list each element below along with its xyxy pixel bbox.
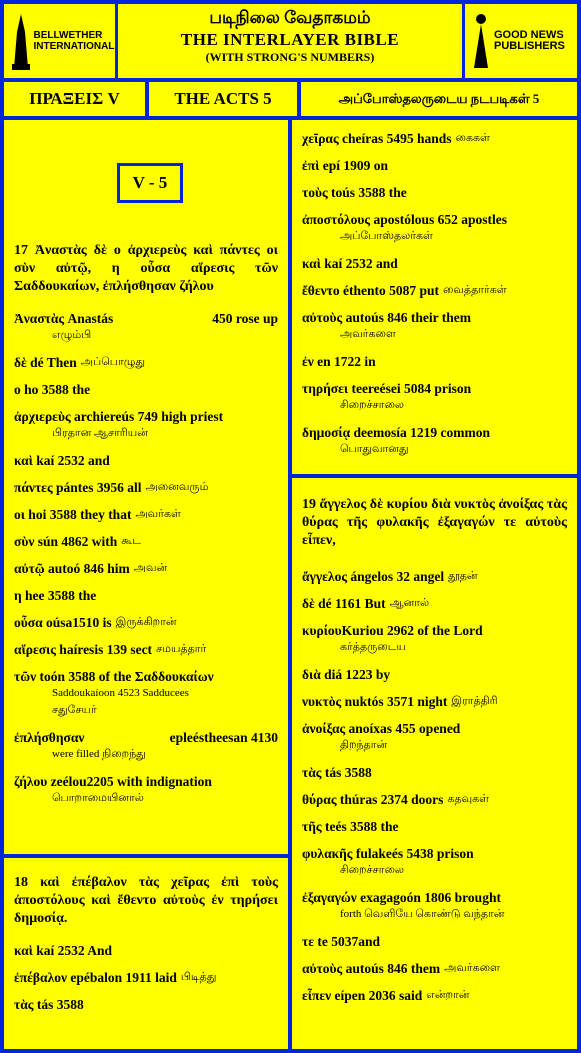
word-entry-main: οὖσα oúsa1510 is (14, 615, 112, 630)
word-entry-main: οι hoi 3588 they that (14, 507, 132, 522)
word-entry (302, 184, 567, 201)
word-entry (14, 729, 278, 763)
title-tamil: படிநிலை வேதாகமம் (209, 8, 371, 27)
verse-19-entries (292, 568, 577, 1004)
word-entry-main: τε te 5037and (302, 934, 380, 949)
word-entry-main: τῆς teés 3588 the (302, 819, 399, 834)
band-tamil: அப்போஸ்தலருடைய நடபடிகள் 5 (301, 82, 577, 116)
word-entry-main: δὲ dé 1161 But (302, 596, 386, 611)
word-entry (14, 942, 278, 959)
word-entry-tamil: என்றான் (426, 989, 470, 1001)
word-entry-main: ζήλου zeélou2205 with indignation (14, 774, 212, 789)
word-entry-main: ἀνοίξας anoíxas 455 opened (302, 721, 461, 736)
tower-icon (10, 12, 32, 70)
bellwether-logo (4, 4, 115, 78)
word-entry-tamil: forth வெளியே கொண்டு வந்தான் (340, 908, 505, 920)
word-entry-tamil: were filled நிறைந்து (52, 748, 146, 760)
word-entry-tamil: அவன் (133, 562, 168, 574)
word-entry (14, 354, 278, 371)
word-entry (302, 353, 567, 370)
verse-17-panel (4, 120, 288, 854)
word-entry-main: ἐπλήσθησαν (14, 730, 85, 745)
word-entry-tamil: கதவுகள் (447, 793, 490, 805)
word-entry-tamil: பிடித்து (180, 971, 217, 983)
word-entry (302, 568, 567, 585)
word-entry (302, 693, 567, 710)
word-entry (14, 381, 278, 398)
verse-19-panel (292, 478, 577, 1049)
word-entry (302, 157, 567, 174)
word-entry-main: ἔθεντο éthento 5087 put (302, 283, 439, 298)
word-entry (302, 666, 567, 683)
word-entry (302, 764, 567, 781)
word-entry-tamil: Saddoukaíoon 4523 Sadducees (52, 687, 189, 699)
word-entry-tamil: எழும்பி (52, 329, 92, 341)
word-entry-tamil: அவர்களை (444, 962, 500, 974)
word-entry (302, 595, 567, 612)
word-entry (14, 310, 278, 344)
verse-18-panel (4, 858, 288, 1049)
word-entry (302, 889, 567, 923)
word-entry-tamil: சிறைச்சாலை (340, 399, 404, 411)
word-entry (302, 282, 567, 299)
left-logo-text: BELLWETHER INTERNATIONAL (33, 30, 115, 52)
word-entry-tamil: தூதன் (448, 570, 478, 582)
word-entry-main: αὐτῷ autoó 846 him (14, 561, 130, 576)
word-entry (14, 452, 278, 469)
word-entry-tamil: சதுசேயர் (52, 704, 97, 716)
word-entry (14, 408, 278, 442)
verse-19-text: 19 ἄγγελος δὲ κυρίου διὰ νυκτὸς ἀνοίξας τὰς θύρας τῆς φυλακῆς ἐξαγαγών τε αὐτοὺς εἶπεν, (302, 497, 567, 548)
word-entry (14, 969, 278, 986)
word-entry (302, 255, 567, 272)
word-entry-tamil: பொறாமையினால் (52, 792, 144, 804)
band-greek: ΠΡΑΞΕΙΣ V (4, 82, 145, 116)
word-entry-tamil: பிரதான ஆசாரியன் (52, 427, 148, 439)
word-entry-main: ο ho 3588 the (14, 382, 91, 397)
right-logo-line2: PUBLISHERS (494, 40, 565, 52)
word-entry-main: φυλακῆς fulakeés 5438 prison (302, 846, 474, 861)
word-entry-gloss: 450 rose up (212, 311, 278, 326)
subtitle: (WITH STRONG'S NUMBERS) (205, 50, 375, 64)
word-entry-main: αὐτοὺς autoús 846 their them (302, 310, 471, 325)
word-entry (14, 587, 278, 604)
word-entry-tamil: அப்பொழுது (80, 356, 145, 368)
word-entry (302, 424, 567, 458)
word-entry (14, 533, 278, 550)
word-entry-main: θύρας thúras 2374 doors (302, 792, 444, 807)
word-entry (302, 309, 567, 343)
word-entry (14, 560, 278, 577)
word-entry (302, 130, 567, 147)
word-entry-tamil: வைத்தார்கள் (442, 284, 507, 296)
verse-18-entries (4, 942, 288, 1013)
word-entry-main: ἐξαγαγών exagagoón 1806 brought (302, 890, 501, 905)
word-entry (302, 960, 567, 977)
word-entry-main: καὶ kaí 2532 And (14, 943, 112, 958)
word-entry (14, 668, 278, 719)
page-header (118, 4, 462, 78)
word-entry-tamil: திறந்தான் (340, 739, 388, 751)
word-entry-tamil: அவர்கள் (135, 508, 181, 520)
band-english: THE ACTS 5 (149, 82, 297, 116)
word-entry (302, 791, 567, 808)
word-entry-tamil: கைகள் (455, 132, 490, 144)
word-entry-tamil: இராத்திரி (451, 695, 498, 707)
verse-18-text: 18 καὶ ἐπέβαλον τὰς χεῖρας ἐπὶ τοὺς ἀποστόλους καὶ ἔθεντο αὐτοὺς ἐν τηρήσει δημοσίᾳ. (14, 875, 278, 926)
good-news-logo (465, 4, 577, 78)
word-entry-main: ἐπέβαλον epébalon 1911 laid (14, 970, 177, 985)
word-entry (302, 933, 567, 950)
word-entry (14, 479, 278, 496)
verse-17-text: 17 Ἀναστὰς δὲ ο ἀρχιερεὺς καὶ πάντες οι σὺν αὐτῷ, η οὖσα αἵρεσις τῶν Σαδδουκαίων, ἐπλήσθησαν ζήλου (14, 243, 278, 294)
word-entry (14, 641, 278, 658)
word-entry-main: τῶν toón 3588 of the Σαδδουκαίων (14, 669, 214, 684)
word-entry (302, 622, 567, 656)
word-entry (14, 506, 278, 523)
word-entry-tamil: சமயத்தார் (156, 643, 207, 655)
verse-17-continued-panel (292, 120, 577, 474)
word-entry-main: εἶπεν eípen 2036 said (302, 988, 423, 1003)
word-entry-main: κυρίουKuriou 2962 of the Lord (302, 623, 483, 638)
word-entry-main: τὰς tás 3588 (14, 997, 84, 1012)
word-entry-main: τηρήσει teereései 5084 prison (302, 381, 472, 396)
word-entry-main: νυκτὸς nuktós 3571 night (302, 694, 448, 709)
word-entry-tamil: இருக்கிறான் (115, 616, 177, 628)
word-entry (302, 380, 567, 414)
title-english: THE INTERLAYER BIBLE (180, 30, 400, 49)
word-entry-main: δὲ dé Then (14, 355, 77, 370)
word-entry (302, 987, 567, 1004)
word-entry (302, 720, 567, 754)
word-entry-main: Ἀναστὰς Anastás (14, 311, 114, 326)
verse-17-entries (4, 310, 288, 807)
word-entry-main: η hee 3588 the (14, 588, 97, 603)
word-entry (14, 773, 278, 807)
word-entry-main: αὐτοὺς autoús 846 them (302, 961, 441, 976)
word-entry-main: καὶ kaí 2532 and (14, 453, 110, 468)
word-entry-main: ἐπὶ epí 1909 on (302, 158, 388, 173)
word-entry-main: σὺν sún 4862 with (14, 534, 118, 549)
figure-icon (470, 12, 492, 70)
right-logo-line1: GOOD NEWS (494, 29, 564, 41)
word-entry-main: δημοσίᾳ deemosía 1219 common (302, 425, 490, 440)
word-entry-main: χεῖρας cheíras 5495 hands (302, 131, 452, 146)
word-entry (302, 211, 567, 245)
word-entry-tamil: ஆனால் (389, 597, 430, 609)
word-entry-tamil: பொதுவானது (340, 443, 409, 455)
word-entry-main: ἀρχιερεὺς archiereús 749 high priest (14, 409, 224, 424)
word-entry-tamil: கர்த்தருடைய (340, 641, 406, 653)
word-entry-main: τοὺς toús 3588 the (302, 185, 407, 200)
word-entry (14, 996, 278, 1013)
word-entry-main: ἄγγελος ángelos 32 angel (302, 569, 445, 584)
word-entry (302, 818, 567, 835)
chapter-verse-badge: V - 5 (117, 163, 183, 203)
verse-17-continued-entries (292, 130, 577, 458)
word-entry (302, 845, 567, 879)
word-entry-tamil: சிறைச்சாலை (340, 864, 404, 876)
word-entry-main: ἐν en 1722 in (302, 354, 376, 369)
word-entry-gloss: epleéstheesan 4130 (169, 730, 278, 745)
word-entry-tamil: அவர்களை (340, 328, 396, 340)
word-entry-main: τὰς tás 3588 (302, 765, 372, 780)
word-entry-tamil: கூட (121, 535, 142, 547)
word-entry (14, 614, 278, 631)
word-entry-main: καὶ kaí 2532 and (302, 256, 398, 271)
word-entry-main: ἀποστόλους apostólous 652 apostles (302, 212, 507, 227)
word-entry-main: αἵρεσις haíresis 139 sect (14, 642, 153, 657)
word-entry-main: διὰ diá 1223 by (302, 667, 391, 682)
word-entry-tamil: அப்போஸ்தலர்கள் (340, 230, 433, 242)
word-entry-main: πάντες pántes 3956 all (14, 480, 142, 495)
word-entry-tamil: அனைவரும் (145, 481, 209, 493)
